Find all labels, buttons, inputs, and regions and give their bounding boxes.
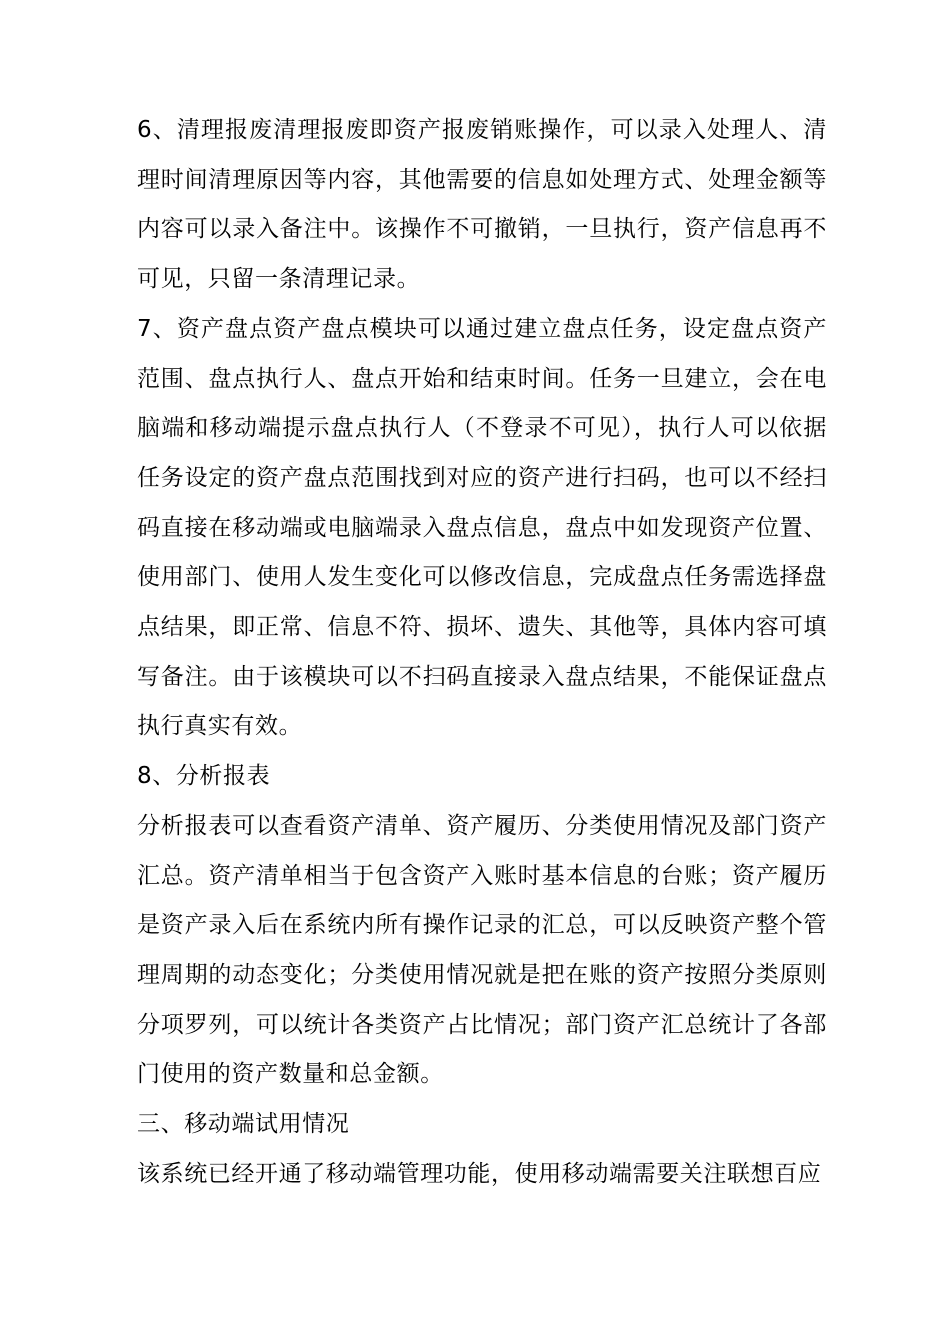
heading-analysis-reports: 8、分析报表: [137, 763, 271, 790]
paragraph-mobile-trial: 该系统已经开通了移动端管理功能，使用移动端需要关注联想百应: [137, 1160, 822, 1187]
paragraph-asset-disposal: 6、清理报废清理报废即资产报废销账操作，可以录入处理人、清理时间清理原因等内容，其他需要的信息如处理方式、处理金额等内容可以录入备注中。该操作不可撤销，一旦执行，资产信息再不可见，只留一条清理记录。: [137, 117, 827, 293]
paragraph-analysis-reports: 分析报表可以查看资产清单、资产履历、分类使用情况及部门资产汇总。资产清单相当于包含资产入账时基本信息的台账；资产履历是资产录入后在系统内所有操作记录的汇总，可以反映资产整个管理周期的动态变化；分类使用情况就是把在账的资产按照分类原则分项罗列，可以统计各类资产占比情况；部门资产汇总统计了各部门使用的资产数量和总金额。: [137, 812, 827, 1088]
heading-mobile-trial: 三、移动端试用情况: [137, 1111, 350, 1138]
document-body: [137, 106, 827, 1199]
paragraph-asset-inventory: 7、资产盘点资产盘点模块可以通过建立盘点任务，设定盘点资产范围、盘点执行人、盘点开始和结束时间。任务一旦建立，会在电脑端和移动端提示盘点执行人（不登录不可见），执行人可以依据任务设定的资产盘点范围找到对应的资产进行扫码，也可以不经扫码直接在移动端或电脑端录入盘点信息，盘点中如发现资产位置、使用部门、使用人发生变化可以修改信息，完成盘点任务需选择盘点结果，即正常、信息不符、损坏、遗失、其他等，具体内容可填写备注。由于该模块可以不扫码直接录入盘点结果，不能保证盘点执行真实有效。: [137, 315, 827, 740]
